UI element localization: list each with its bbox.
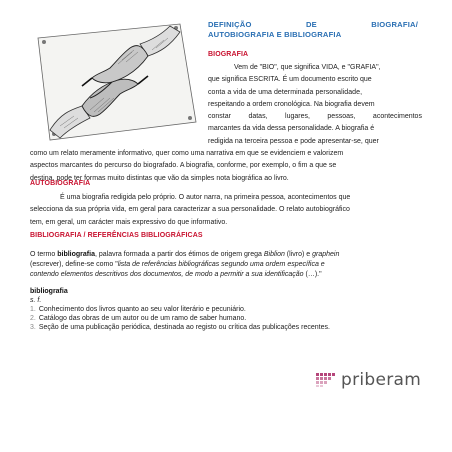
line5-word-5: acontecimentos bbox=[372, 113, 422, 121]
line5-word-1: constar bbox=[208, 113, 231, 121]
priberam-logo bbox=[316, 368, 424, 392]
autobiografia-text bbox=[30, 192, 422, 229]
title-word-1: DEFINIÇÃO bbox=[208, 20, 252, 29]
biografia-line-7: redigida na terceira pessoa e pode apresentar-se, quer bbox=[208, 137, 379, 145]
autobiografia-line-1: É uma biografia redigida pelo próprio. O autor narra, na primeira pessoa, acontecimentos que bbox=[60, 194, 351, 201]
biografia-full-line-1: como um relato meramente informativo, quer como uma narrativa em que se evidenciem e valorizem bbox=[30, 150, 344, 157]
bib-line3-end: (…)." bbox=[303, 271, 322, 278]
biografia-line-5 bbox=[208, 111, 422, 123]
priberam-logo-text: priberam bbox=[341, 370, 422, 390]
title-word-3: BIOGRAFIA/ bbox=[371, 20, 418, 29]
priberam-logo-icon bbox=[316, 373, 338, 387]
autobiografia-heading: AUTOBIOGRAFIA bbox=[30, 180, 91, 187]
bib-text-b: , palavra formada a partir dos étimos de origem grega bbox=[94, 251, 264, 258]
title-word-2: DE bbox=[305, 20, 317, 29]
list-item bbox=[30, 314, 422, 323]
bib-line2-a: (escrever), define-se como " bbox=[30, 261, 118, 268]
bib-etym-2: graphein bbox=[312, 251, 340, 258]
bib-text-a: O termo bbox=[30, 251, 58, 258]
line5-word-4: pessoas, bbox=[327, 113, 356, 121]
autobiografia-line-2: selecciona da sua própria vida, em geral para caracterizar a sua personalidade. O relato autobiográfico bbox=[30, 206, 350, 214]
item-number: 2. bbox=[30, 315, 36, 323]
biografia-line-6: marcantes da vida dessa personalidade. A biografia é bbox=[208, 125, 375, 133]
line5-word-3: lugares, bbox=[285, 113, 310, 121]
biografia-full-line-3: destina, pode ter formas muito distintas que vão da simples nota biográfica ao livro. bbox=[30, 174, 289, 182]
item-number: 1. bbox=[30, 306, 36, 313]
biografia-full-line-2: aspectos marcantes do percurso do biografado. A biografia, conforme, por exemplo, o fim a que se bbox=[30, 162, 337, 170]
bibliografia-line-1 bbox=[30, 250, 422, 260]
bibliografia-line-2 bbox=[30, 260, 422, 270]
item-text: Seção de uma publicação periódica, destinada ao registo ou crítica das publicações recentes. bbox=[38, 324, 330, 332]
item-text: Catálogo das obras de um autor ou de um ramo de saber humano. bbox=[38, 315, 247, 323]
bib-etym-1: Biblion bbox=[263, 251, 285, 258]
biografia-line-4: respeitando a ordem cronológica. Na biografia devem bbox=[208, 100, 375, 108]
definition-grammar: s. f. bbox=[30, 297, 42, 304]
list-item bbox=[30, 323, 422, 332]
bib-text-c: (livro) e bbox=[284, 251, 313, 258]
biografia-line-3: conta a vida de uma determinada personalidade, bbox=[208, 88, 363, 96]
definition-list bbox=[30, 305, 422, 333]
item-text: Conhecimento dos livros quanto ao seu valor literário e pecuniário. bbox=[38, 306, 246, 313]
bib-term: bibliografia bbox=[57, 251, 95, 258]
bibliografia-line-3 bbox=[30, 270, 422, 280]
definition-word: bibliografia bbox=[30, 288, 68, 295]
biografia-line-2: que significa ESCRITA. É um documento escrito que bbox=[208, 76, 372, 84]
autobiografia-line-3: tem, em geral, um carácter mais expressivo do que informativo. bbox=[30, 218, 228, 226]
item-number: 3. bbox=[30, 324, 36, 332]
bibliografia-heading: BIBLIOGRAFIA / REFERÊNCIAS BIBLIOGRÁFICAS bbox=[30, 232, 203, 239]
biografia-line-1: Vem de "BIO", que significa VIDA, e "GRAFIA", bbox=[234, 64, 381, 71]
drawing-hands-illustration bbox=[30, 18, 200, 144]
bib-line3-quote: contendo elementos descritivos dos documentos, de modo a permitir a sua identificação bbox=[30, 271, 304, 278]
bib-line2-quote: lista de referências bibliográficas segundo uma ordem específica e bbox=[117, 261, 325, 268]
line5-word-2: datas, bbox=[248, 113, 268, 121]
bibliografia-text bbox=[30, 250, 422, 280]
title-line-2: AUTOBIOGRAFIA E BIBLIOGRAFIA bbox=[208, 30, 342, 39]
biografia-heading: BIOGRAFIA bbox=[208, 51, 249, 58]
list-item bbox=[30, 305, 422, 314]
page-title bbox=[208, 20, 418, 40]
biografia-text-right bbox=[208, 62, 422, 148]
